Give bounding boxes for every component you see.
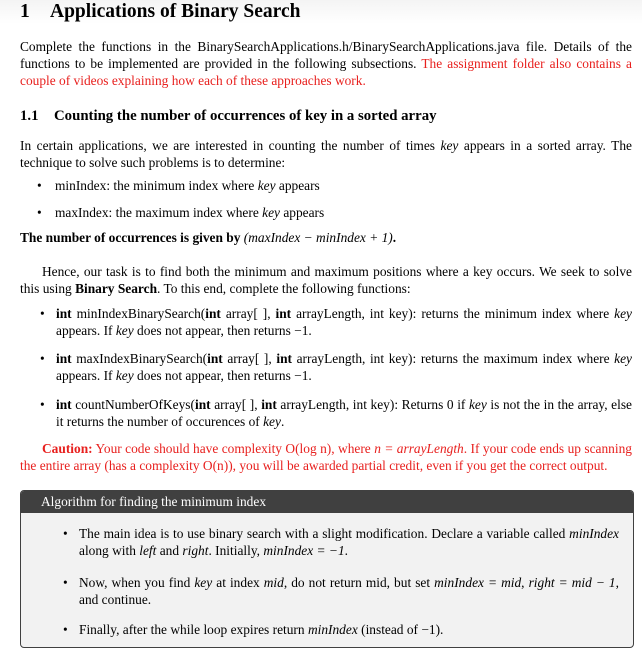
- caution-note: Caution: Your code should have complexity O(log n), where n = arrayLength. If your code ends up scanning the entire array (has a complexity O(n)), you will be awarded partial credit, even if you get the correct output.: [20, 441, 632, 473]
- subsection-number: 1.1: [20, 108, 39, 124]
- algorithm-step: • Finally, after the while loop expires return minIndex (instead of −1).: [63, 621, 619, 638]
- list-item-minindex: • minIndex: the minimum index where key appears: [40, 177, 320, 194]
- algorithm-box: [20, 490, 634, 648]
- list-item-maxindex: • maxIndex: the maximum index where key appears: [40, 204, 324, 221]
- subsection-heading: [20, 108, 437, 125]
- function-item-minindex: • int minIndexBinarySearch(int array[ ], int arrayLength, int key): returns the minimum index where key appears. If key does not appear, then returns −1.: [40, 305, 632, 339]
- section-number: 1: [20, 1, 30, 22]
- paragraph-task: Hence, our task is to find both the minimum and maximum positions where a key occurs. We seek to solve this using Binary Search. To this end, complete the following functions:: [20, 264, 632, 296]
- function-item-maxindex: • int maxIndexBinarySearch(int array[ ], int arrayLength, int key): returns the maximum index where key appears. If key does not appear, then returns −1.: [40, 350, 632, 384]
- subsection-title: Counting the number of occurrences of key in a sorted array: [54, 108, 437, 124]
- paragraph-applications: In certain applications, we are interested in counting the number of times key appears in a sorted array. The technique to solve such problems is to determine:: [20, 138, 632, 170]
- algorithm-step: • The main idea is to use binary search with a slight modification. Declare a variable called minIndex along with left and right. Initially, minIndex = −1.: [63, 525, 619, 559]
- section-heading: [20, 0, 300, 24]
- algorithm-box-title: Algorithm for finding the minimum index: [21, 491, 633, 513]
- occurrences-formula: The number of occurrences is given by (maxIndex − minIndex + 1).: [20, 230, 397, 245]
- intro-paragraph: Complete the functions in the BinarySearchApplications.h/BinarySearchApplications.java file. Details of the functions to be implemented are provided in the following subsections. The assignment folder also contains a couple of videos explaining how each of these approaches work.: [20, 39, 632, 88]
- algorithm-step: • Now, when you find key at index mid, do not return mid, but set minIndex = mid, right = mid − 1, and continue.: [63, 574, 619, 608]
- section-title: Applications of Binary Search: [50, 1, 301, 22]
- function-item-count: • int countNumberOfKeys(int array[ ], int arrayLength, int key): Returns 0 if key is not the in the array, else it returns the number of occurences of key.: [40, 396, 632, 430]
- intro-red-note: The assignment folder also contains a couple of videos explaining how each of these approaches work.: [20, 56, 632, 88]
